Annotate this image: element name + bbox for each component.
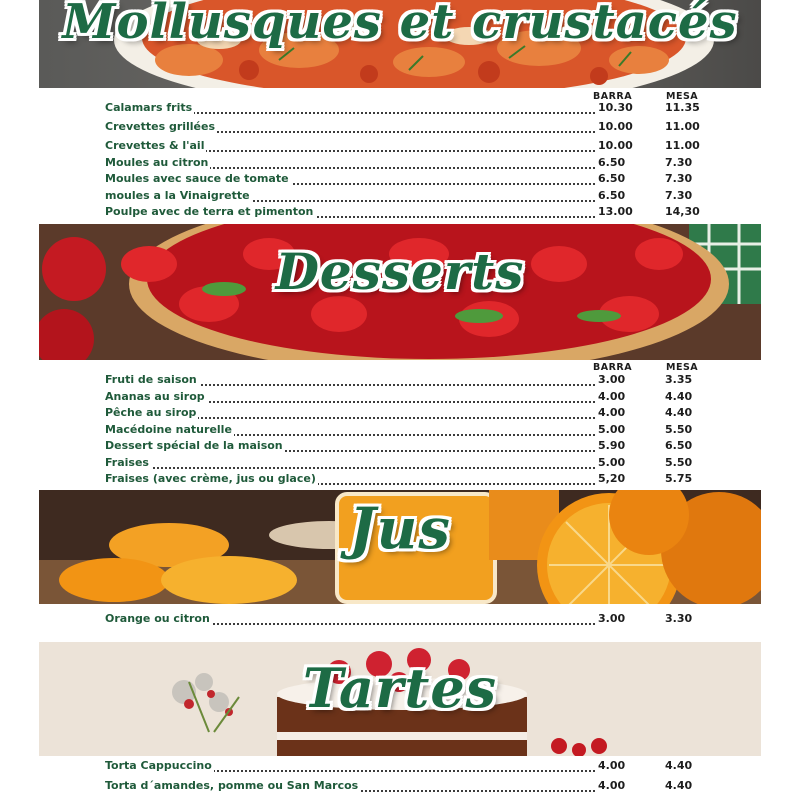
menu-item bbox=[105, 612, 705, 628]
tartes-banner bbox=[39, 642, 761, 756]
menu-item bbox=[105, 189, 705, 205]
menu-item bbox=[105, 439, 705, 455]
menu-item bbox=[105, 406, 705, 422]
price-mesa: 5.50 bbox=[665, 456, 693, 469]
section-title-jus: Jus bbox=[349, 496, 451, 562]
price-barra: 5,20 bbox=[598, 472, 626, 485]
barra-header: BARRA bbox=[593, 362, 633, 373]
item-name: Dessert spécial de la maison bbox=[105, 439, 283, 452]
menu-sheet bbox=[39, 0, 761, 800]
item-name: Ananas au sirop bbox=[105, 390, 205, 403]
menu-item bbox=[105, 205, 705, 221]
barra-header: BARRA bbox=[593, 91, 633, 102]
menu-item bbox=[105, 373, 705, 389]
price-mesa: 11.00 bbox=[665, 120, 700, 133]
item-name: Moules avec sauce de tomate bbox=[105, 172, 289, 185]
item-name: Fraises bbox=[105, 456, 149, 469]
section-title-desserts: Desserts bbox=[275, 242, 525, 301]
menu-item bbox=[105, 390, 705, 406]
item-name: Fruti de saison bbox=[105, 373, 197, 386]
menu-item bbox=[105, 759, 705, 775]
price-mesa: 7.30 bbox=[665, 189, 693, 202]
jus-menu bbox=[39, 604, 761, 642]
price-barra: 4.00 bbox=[598, 779, 626, 792]
price-barra: 10.00 bbox=[598, 139, 633, 152]
item-name: Macédoine naturelle bbox=[105, 423, 232, 436]
tartes-menu bbox=[39, 756, 761, 800]
price-barra: 10.30 bbox=[598, 101, 633, 114]
price-barra: 6.50 bbox=[598, 156, 626, 169]
price-barra: 13.00 bbox=[598, 205, 633, 218]
price-mesa: 4.40 bbox=[665, 759, 693, 772]
price-mesa: 5.75 bbox=[665, 472, 693, 485]
price-mesa: 4.40 bbox=[665, 779, 693, 792]
price-barra: 3.00 bbox=[598, 373, 626, 386]
price-barra: 5.90 bbox=[598, 439, 626, 452]
menu-item bbox=[105, 139, 705, 155]
price-mesa: 14,30 bbox=[665, 205, 700, 218]
dot-leader bbox=[105, 465, 595, 469]
item-name: Pêche au sirop bbox=[105, 406, 197, 419]
item-name: Crevettes & l'ail bbox=[105, 139, 205, 152]
item-name: Torta Cappuccino bbox=[105, 759, 212, 772]
item-name: Crevettes grillées bbox=[105, 120, 216, 133]
mesa-header: MESA bbox=[666, 91, 699, 102]
price-barra: 5.00 bbox=[598, 456, 626, 469]
price-barra: 5.00 bbox=[598, 423, 626, 436]
menu-item bbox=[105, 156, 705, 172]
menu-item bbox=[105, 172, 705, 188]
price-barra: 6.50 bbox=[598, 172, 626, 185]
price-mesa: 5.50 bbox=[665, 423, 693, 436]
item-name: Fraises (avec crème, jus ou glace) bbox=[105, 472, 316, 485]
item-name: Orange ou citron bbox=[105, 612, 210, 625]
menu-item bbox=[105, 779, 705, 795]
price-mesa: 3.30 bbox=[665, 612, 693, 625]
price-mesa: 4.40 bbox=[665, 390, 693, 403]
menu-item bbox=[105, 120, 705, 136]
price-mesa: 11.00 bbox=[665, 139, 700, 152]
mollusques-menu bbox=[39, 88, 761, 224]
jus-banner bbox=[39, 490, 761, 604]
mesa-header: MESA bbox=[666, 362, 699, 373]
price-barra: 3.00 bbox=[598, 612, 626, 625]
item-name: Poulpe avec de terra et pimenton bbox=[105, 205, 314, 218]
menu-item bbox=[105, 101, 705, 117]
price-mesa: 6.50 bbox=[665, 439, 693, 452]
price-mesa: 4.40 bbox=[665, 406, 693, 419]
desserts-banner bbox=[39, 224, 761, 360]
desserts-menu bbox=[39, 360, 761, 490]
menu-item bbox=[105, 456, 705, 472]
price-barra: 4.00 bbox=[598, 406, 626, 419]
price-mesa: 7.30 bbox=[665, 156, 693, 169]
item-name: Moules au citron bbox=[105, 156, 209, 169]
price-barra: 4.00 bbox=[598, 390, 626, 403]
price-barra: 10.00 bbox=[598, 120, 633, 133]
price-mesa: 11.35 bbox=[665, 101, 700, 114]
item-name: moules a la Vinaigrette bbox=[105, 189, 250, 202]
price-mesa: 3.35 bbox=[665, 373, 693, 386]
menu-item bbox=[105, 423, 705, 439]
menu-item bbox=[105, 472, 705, 488]
price-barra: 6.50 bbox=[598, 189, 626, 202]
section-title-tartes: Tartes bbox=[302, 656, 498, 720]
price-barra: 4.00 bbox=[598, 759, 626, 772]
item-name: Calamars frits bbox=[105, 101, 193, 114]
seafood-banner bbox=[39, 0, 761, 88]
item-name: Torta d´amandes, pomme ou San Marcos bbox=[105, 779, 359, 792]
price-mesa: 7.30 bbox=[665, 172, 693, 185]
section-title-mollusques: Mollusques et crustacés bbox=[62, 0, 738, 50]
